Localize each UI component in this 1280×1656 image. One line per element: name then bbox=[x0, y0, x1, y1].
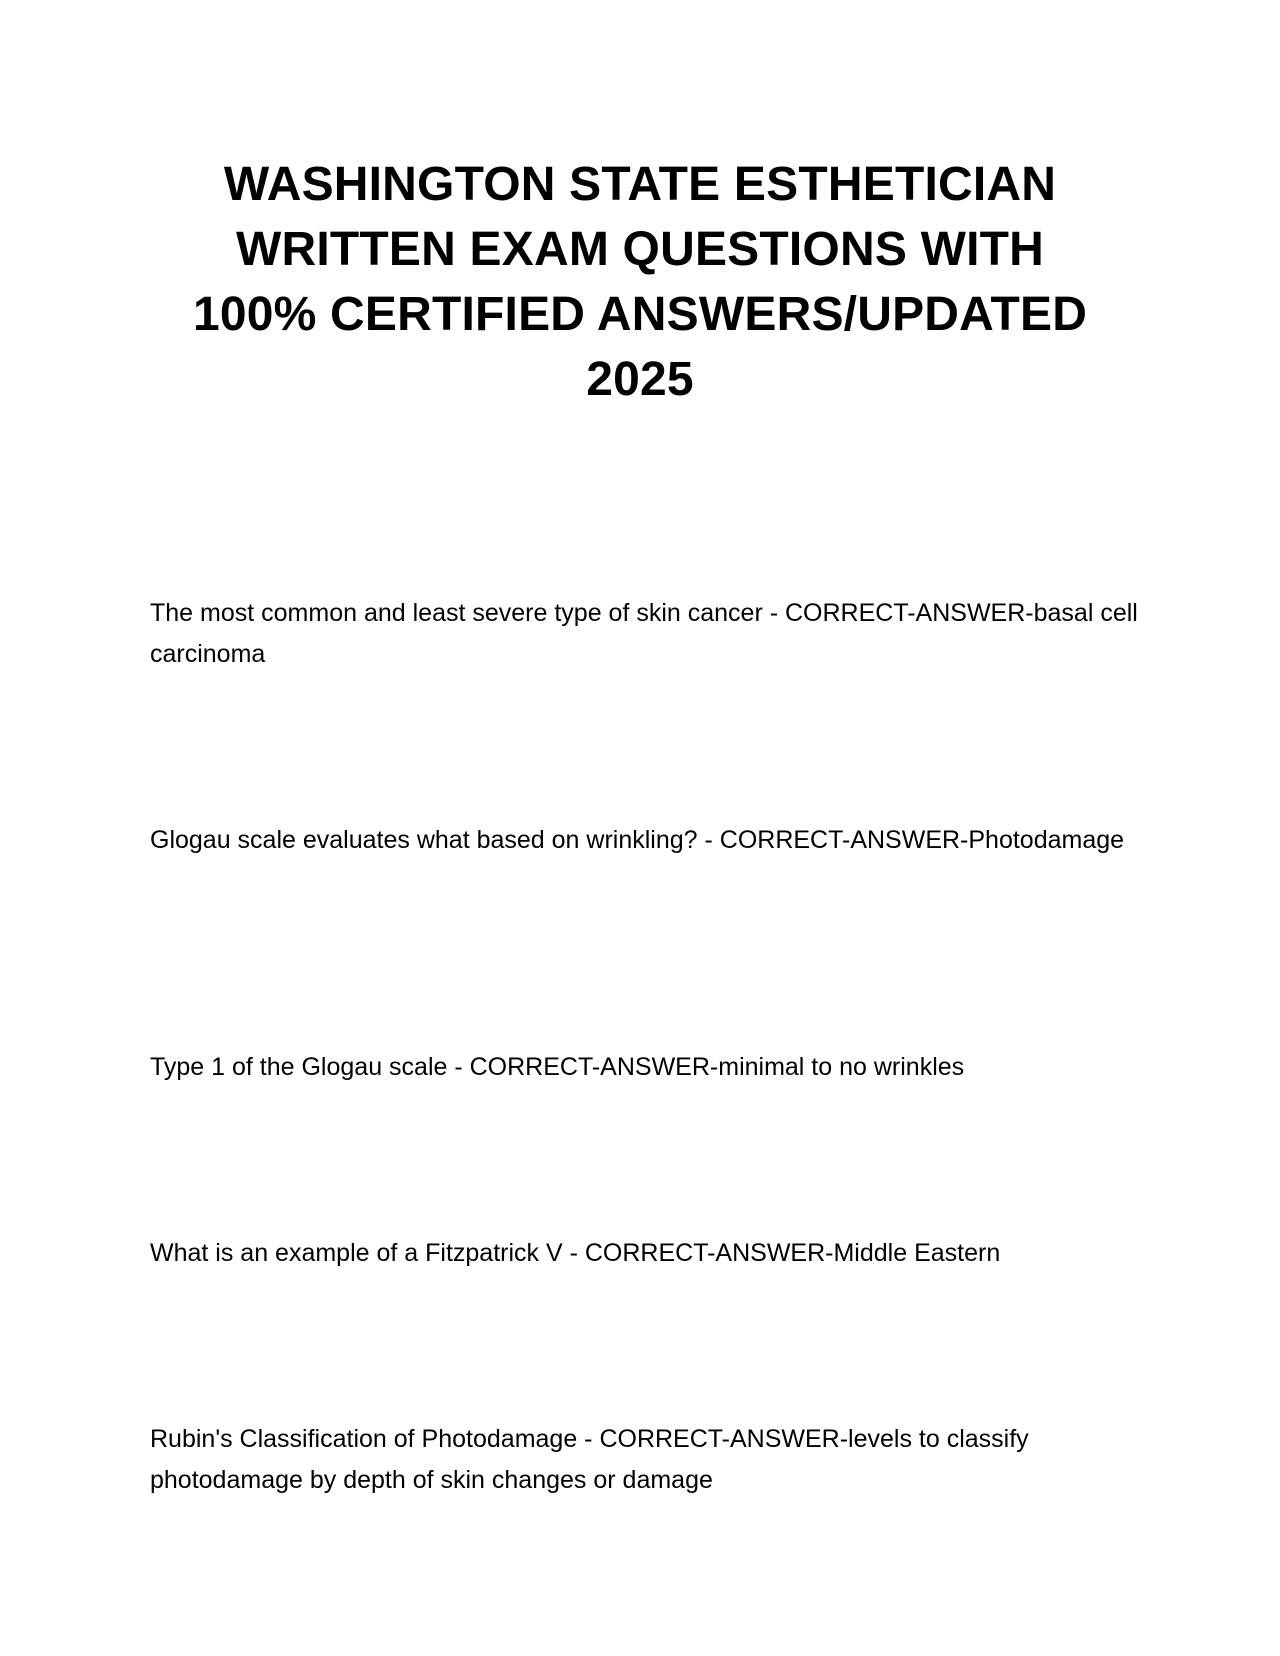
title-line: WRITTEN EXAM QUESTIONS WITH bbox=[235, 223, 1045, 276]
qa-entry: Type 1 of the Glogau scale - CORRECT-ANSWER-minimal to no wrinkles bbox=[150, 1053, 965, 1081]
qa-entry: What is an example of a Fitzpatrick V - CORRECT-ANSWER-Middle Eastern bbox=[150, 1239, 1001, 1267]
qa-entry: Rubin's Classification of Photodamage - CORRECT-ANSWER-levels to classify photodamage by depth of skin changes or damage bbox=[150, 1425, 1029, 1494]
qa-entry: Glogau scale evaluates what based on wrinkling? - CORRECT-ANSWER-Photodamage bbox=[150, 826, 1125, 854]
title-line: WASHINGTON STATE ESTHETICIAN bbox=[223, 158, 1057, 211]
title-line: 2025 bbox=[586, 353, 694, 406]
document-title bbox=[130, 152, 1150, 412]
qa-entry: The most common and least severe type of skin cancer - CORRECT-ANSWER-basal cell carcinoma bbox=[150, 599, 1138, 668]
title-line: 100% CERTIFIED ANSWERS/UPDATED bbox=[192, 288, 1088, 341]
